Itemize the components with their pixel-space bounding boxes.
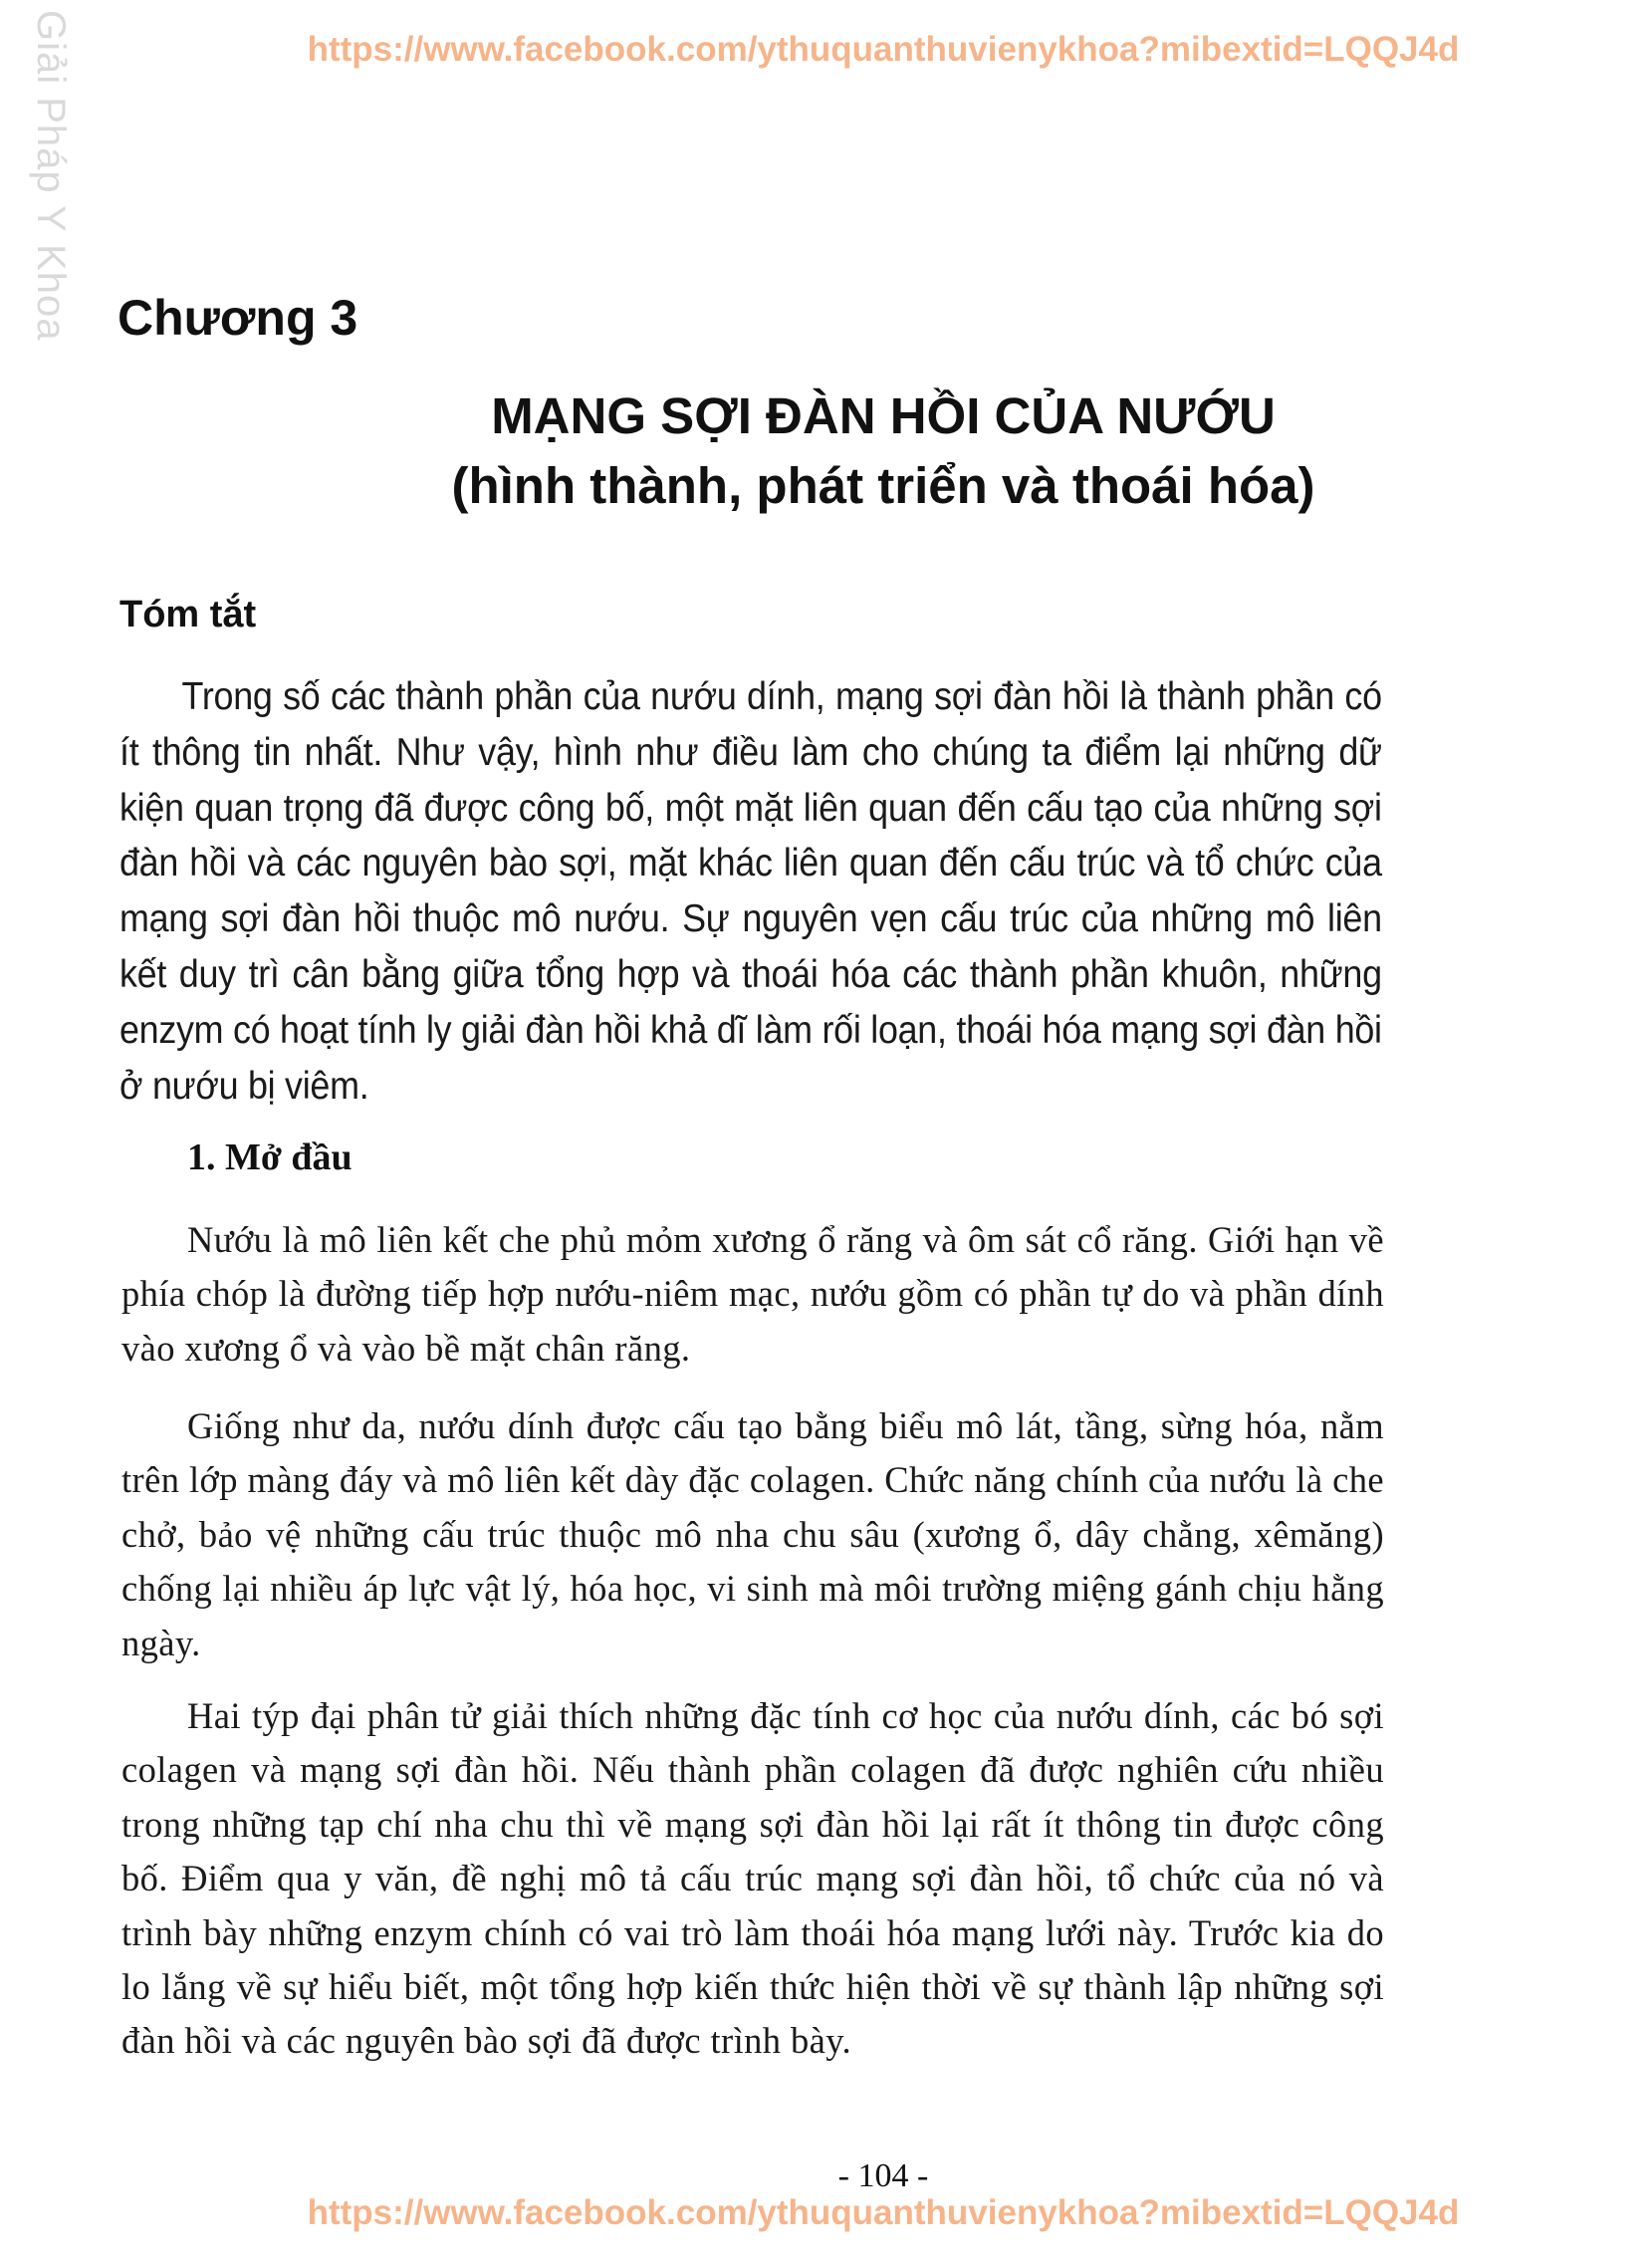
- body-paragraph: Giống như da, nướu dính được cấu tạo bằng biểu mô lát, tầng, sừng hóa, nằm trên lớp màng đáy và mô liên kết dày đặc colagen. Chức năng chính của nướu là che chở, bảo vệ những cấu trúc thuộc mô nha chu sâu (xương ổ, dây chằng, xêmăng) chống lại nhiều áp lực vật lý, hóa học, vi sinh mà môi trường miệng gánh chịu hằng ngày.: [121, 1405, 1384, 1663]
- summary-paragraph: Trong số các thành phần của nướu dính, mạng sợi đàn hồi là thành phần có ít thông tin nhất. Như vậy, hình như điều làm cho chúng ta điểm lại những dữ kiện quan trọng đã được công bố, một mặt liên quan đến cấu tạo của những sợi đàn hồi và các nguyên bào sợi, mặt khác liên quan đến cấu trúc và tổ chức của mạng sợi đàn hồi thuộc mô nướu. Sự nguyên vẹn cấu trúc của những mô liên kết duy trì cân bằng giữa tổng hợp và thoái hóa các thành phần khuôn, những enzym có hoạt tính ly giải đàn hồi khả dĩ làm rối loạn, thoái hóa mạng sợi đàn hồi ở nướu bị viêm.: [119, 675, 1382, 1108]
- summary-heading: Tóm tắt: [119, 594, 257, 635]
- section-heading: 1. Mở đầu: [187, 1136, 353, 1178]
- page-number: - 104 -: [837, 2157, 929, 2194]
- title-line-1: MẠNG SỢI ĐÀN HỒI CỦA NƯỚU: [491, 387, 1276, 444]
- body-paragraph: Hai týp đại phân tử giải thích những đặc tính cơ học của nướu dính, các bó sợi colagen và mạng sợi đàn hồi. Nếu thành phần colagen đã được nghiên cứu nhiều trong những tạp chí nha chu thì về mạng sợi đàn hồi lại rất ít thông tin được công bố. Điểm qua y văn, đề nghị mô tả cấu trúc mạng sợi đàn hồi, tổ chức của nó và trình bày những enzym chính có vai trò làm thoái hóa mạng lưới này. Trước kia do lo lắng về sự hiểu biết, một tổng hợp kiến thức hiện thời về sự thành lập những sợi đàn hồi và các nguyên bào sợi đã được trình bày.: [121, 1695, 1384, 2062]
- header-link[interactable]: https://www.facebook.com/ythuquanthuvienykhoa?mibextid=LQQJ4d: [307, 30, 1460, 69]
- footer-link[interactable]: https://www.facebook.com/ythuquanthuvienykhoa?mibextid=LQQJ4d: [307, 2193, 1460, 2232]
- body-paragraph: Nướu là mô liên kết che phủ mỏm xương ổ răng và ôm sát cổ răng. Giới hạn về phía chóp là đường tiếp hợp nướu-niêm mạc, nướu gồm có phần tự do và phần dính vào xương ổ và vào bề mặt chân răng.: [121, 1219, 1384, 1369]
- title-line-2: (hình thành, phát triển và thoái hóa): [451, 457, 1315, 514]
- chapter-label: Chương 3: [118, 290, 358, 346]
- side-watermark: Giải Pháp Y Khoa: [29, 10, 73, 342]
